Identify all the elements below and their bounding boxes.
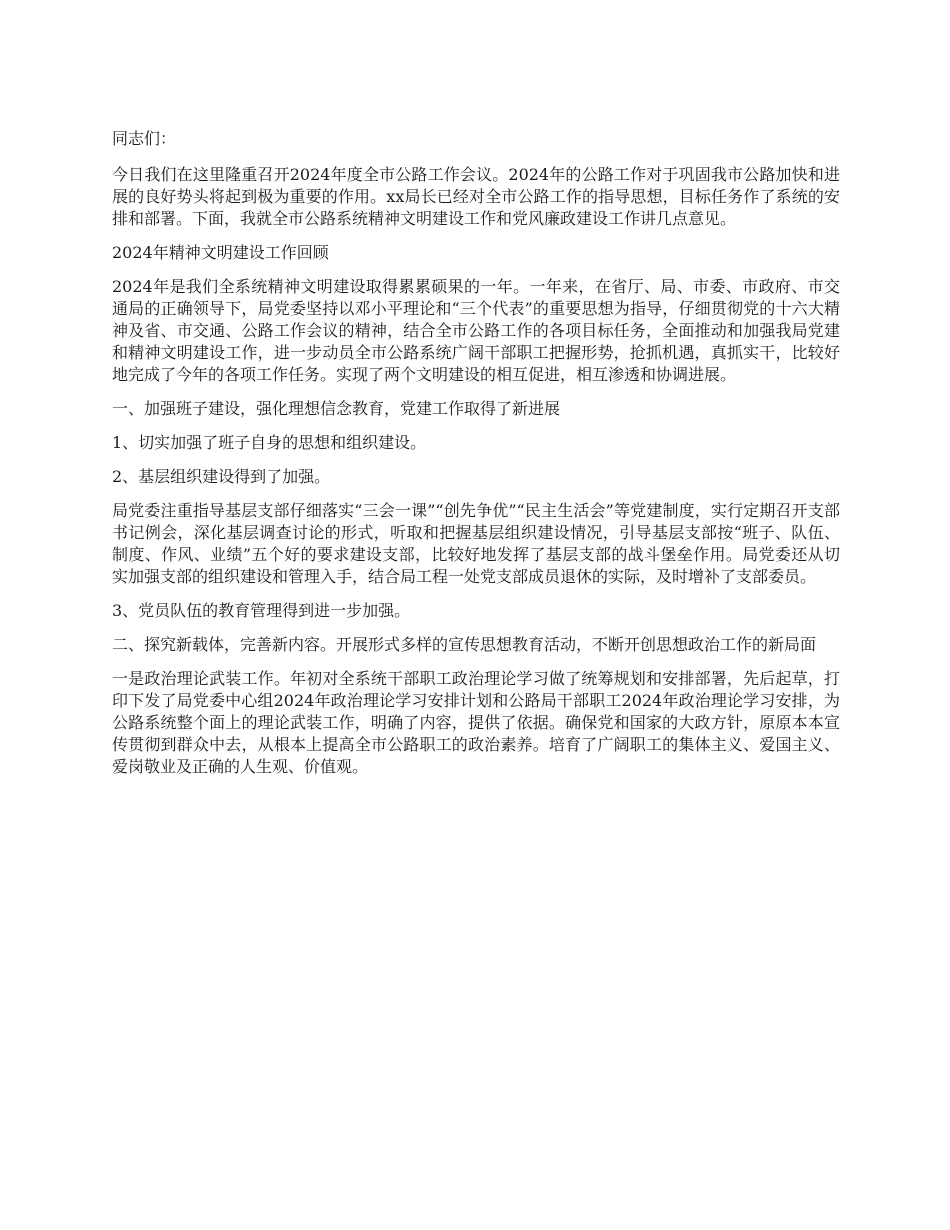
paragraph-review: 2024年是我们全系统精神文明建设取得累累硕果的一年。一年来，在省厅、局、市委、市政府、市交通局的正确领导下，局党委坚持以邓小平理论和“三个代表”的重要思想为指导，仔细贯彻党的十六大精神及省、市交通、公路工作会议的精神，结合全市公路工作的各项目标任务，全面推动和加强我局党建和精神文明建设工作，进一步动员全市公路系统广阔干部职工把握形势，抢抓机遇，真抓实干，比较好地完成了今年的各项工作任务。实现了两个文明建设的相互促进，相互渗透和协调进展。	[112, 277, 840, 384]
section-heading-two: 二、探究新载体，完善新内容。开展形式多样的宣传思想教育活动，不断开创思想政治工作的新局面	[112, 635, 817, 654]
paragraph-intro: 今日我们在这里隆重召开2024年度全市公路工作会议。2024年的公路工作对于巩固我市公路加快和进展的良好势头将起到极为重要的作用。xx局长已经对全市公路工作的指导思想，目标任务作了系统的安排和部署。下面，我就全市公路系统精神文明建设工作和党风廉政建设工作讲几点意见。	[112, 165, 840, 228]
list-item-3: 3、党员队伍的教育管理得到进一步加强。	[112, 601, 411, 620]
paragraph-theory: 一是政治理论武装工作。年初对全系统干部职工政治理论学习做了统筹规划和安排部署，先后起草，打印下发了局党委中心组2024年政治理论学习安排计划和公路局干部职工2024年政治理论学习安排，为公路系统整个面上的理论武装工作，明确了内容，提供了依据。确保党和国家的大政方针，原原本本宣传贯彻到群众中去，从根本上提高全市公路职工的政治素养。培育了广阔职工的集体主义、爱国主义、爱岗敬业及正确的人生观、价值观。	[112, 669, 840, 776]
list-item-1: 1、切实加强了班子自身的思想和组织建设。	[112, 433, 427, 452]
paragraph-grassroots: 局党委注重指导基层支部仔细落实“三会一课”“创先争优”“民主生活会”等党建制度，实行定期召开支部书记例会，深化基层调查讨论的形式，听取和把握基层组织建设情况，引导基层支部按“班子、队伍、制度、作风、业绩”五个好的要求建设支部，比较好地发挥了基层支部的战斗堡垒作用。局党委还从切实加强支部的组织建设和管理入手，结合局工程一处党支部成员退休的实际，及时增补了支部委员。	[112, 501, 840, 586]
section-heading-review: 2024年精神文明建设工作回顾	[112, 243, 329, 262]
list-item-2: 2、基层组织建设得到了加强。	[112, 467, 331, 486]
salutation: 同志们：	[112, 129, 177, 148]
section-heading-one: 一、加强班子建设，强化理想信念教育，党建工作取得了新进展	[112, 399, 561, 418]
